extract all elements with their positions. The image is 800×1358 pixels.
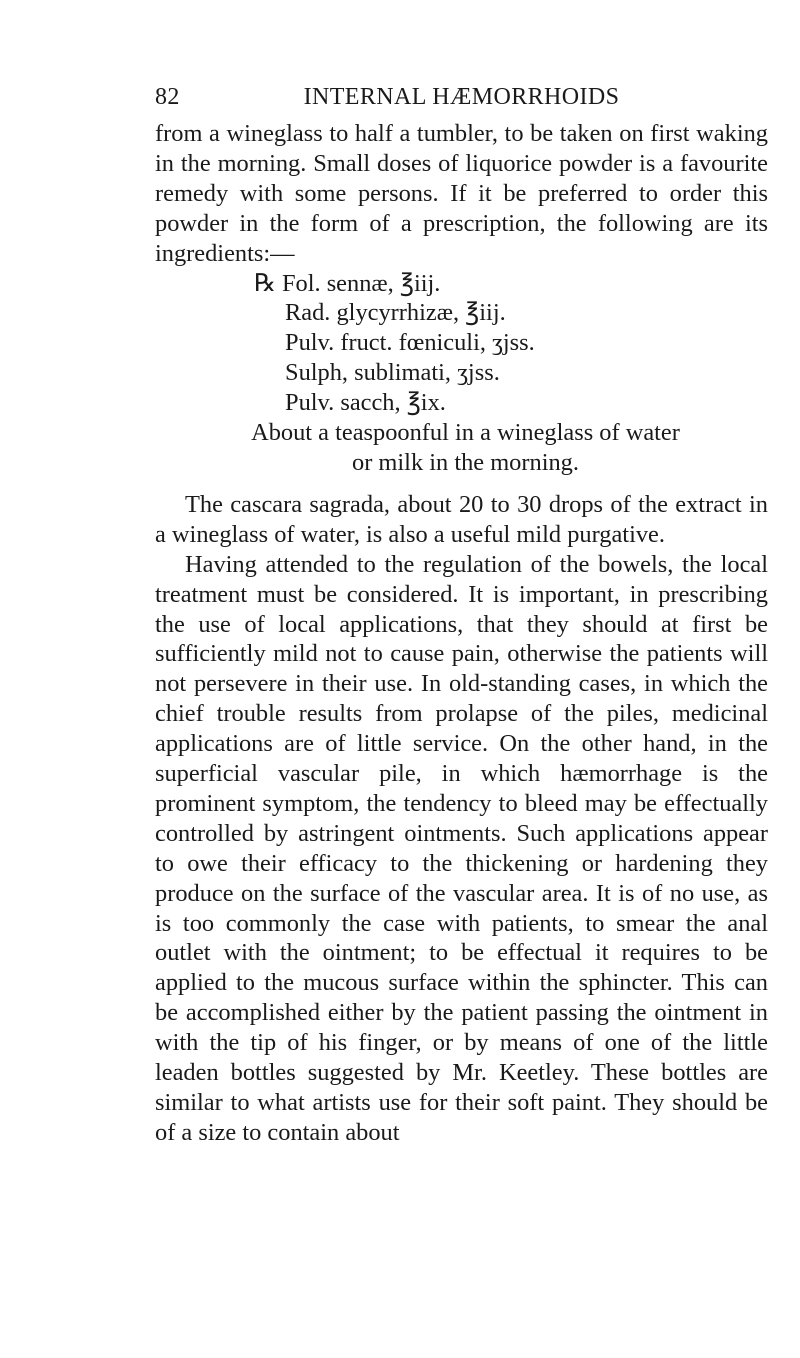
instruction-line: or milk in the morning. — [352, 448, 579, 476]
prescription-line: Pulv. sacch, ℥ix. — [285, 389, 446, 417]
prescription-line: ℞ Fol. sennæ, ℥iij. — [254, 269, 441, 297]
running-title: INTERNAL HÆMORRHOIDS — [303, 84, 620, 110]
prescription-instruction — [155, 418, 768, 478]
running-head — [155, 84, 768, 118]
page-number: 82 — [155, 84, 180, 110]
prescription-line: Pulv. fruct. fœniculi, ʒjss. — [285, 329, 535, 357]
body-text — [155, 119, 768, 1148]
paragraph-continuation: from a wineglass to half a tumbler, to be taken on first waking in the morning. Small doses of liquorice powder is a favourite remedy with some persons. If it be preferred to order this powder in the form of a prescription, the following are its ingredients:— — [155, 120, 768, 267]
paragraph-local-treatment: Having attended to the regulation of the bowels, the local treatment must be considered. It is important, in prescribing the use of local applications, that they should at first be sufficiently mild not to cause pain, otherwise the patients will not persevere in their use. In old-standing cases, in which the chief trouble results from prolapse of the piles, medicinal applications are of little service. On the other hand, in the superficial vascular pile, in which hæmorrhage is the prominent symptom, the tendency to bleed may be effectually controlled by astringent ointments. Such applications appear to owe their efficacy to the thickening or hardening they produce on the surface of the vascular area. It is of no use, as is too commonly the case with patients, to smear the anal outlet with the ointment; to be effectual it requires to be applied to the mucous surface within the sphincter. This can be accomplished either by the patient passing the ointment in with the tip of his finger, or by means of one of the little leaden bottles suggested by Mr. Keetley. These bottles are similar to what artists use for their soft paint. They should be of a size to contain about — [155, 550, 768, 1146]
paragraph-cascara: The cascara sagrada, about 20 to 30 drops of the extract in a wineglass of water, is also a useful mild purgative. — [155, 490, 768, 548]
prescription-line: Sulph, sublimati, ʒjss. — [285, 359, 500, 387]
instruction-line: About a teaspoonful in a wineglass of water — [251, 419, 680, 447]
prescription — [254, 269, 768, 419]
prescription-line: Rad. glycyrrhizæ, ℥iij. — [285, 299, 506, 327]
